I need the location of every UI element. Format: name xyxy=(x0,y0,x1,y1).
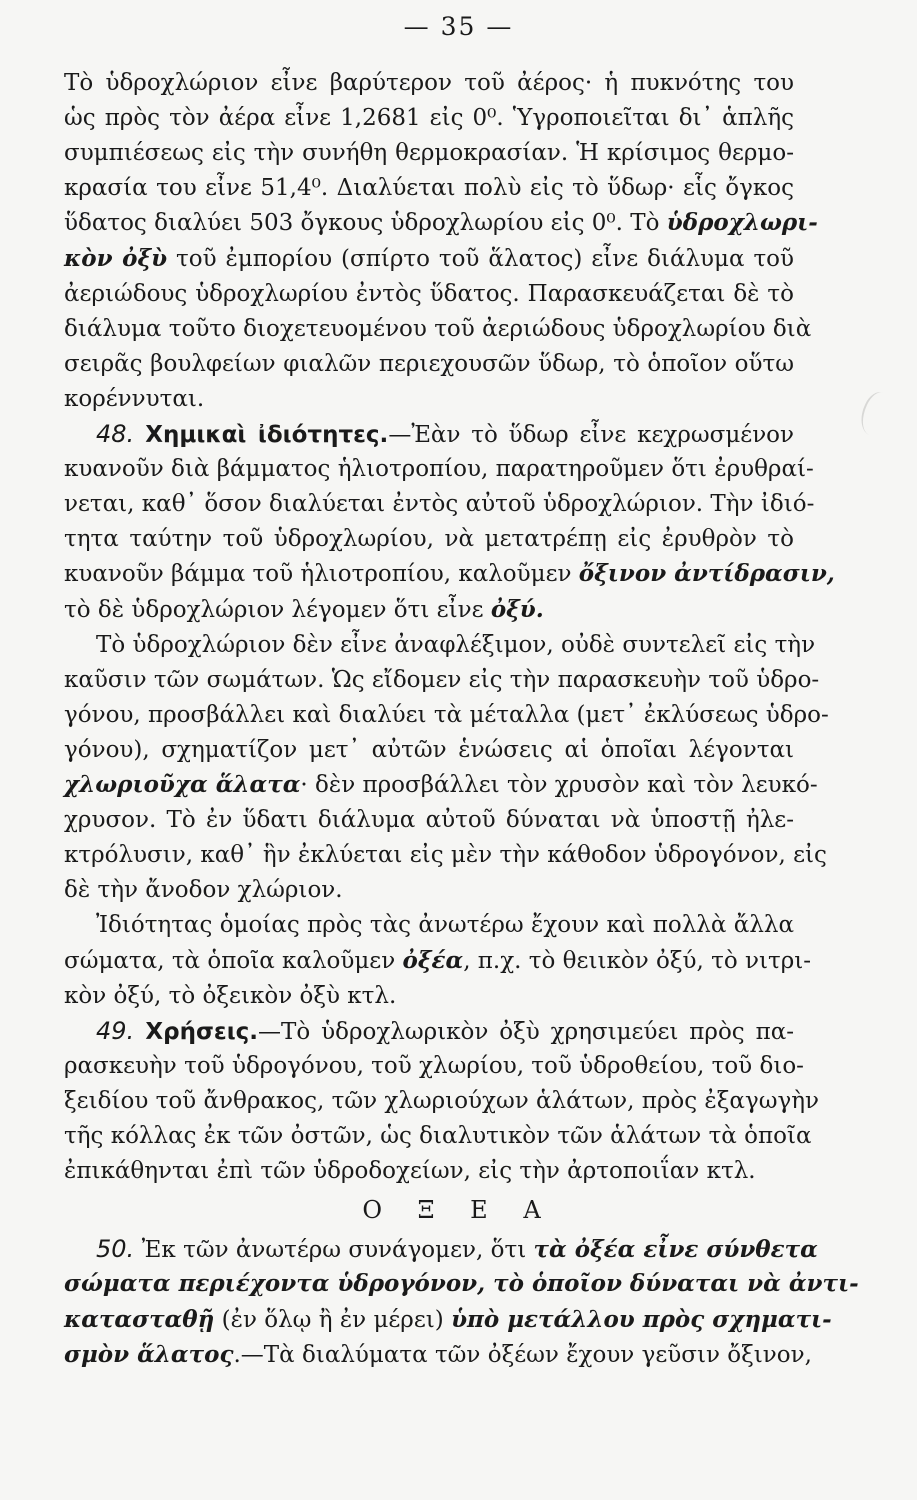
text-segment: ἐπικάθηνται ἐπὶ τῶν ὑδροδοχείων, εἰς τὴν ἀρτοποιΐαν κτλ. xyxy=(64,1158,756,1185)
section-number: 49. xyxy=(96,1016,146,1045)
text-segment: ὕδατος διαλύει 503 ὄγκους ὑδροχλωρίου εἰς 0⁰. Τὸ xyxy=(64,210,667,237)
text-line xyxy=(64,454,814,484)
text-line xyxy=(64,208,818,238)
text-segment: κὸν ὀξύ, τὸ ὀξεικὸν ὀξὺ κτλ. xyxy=(64,982,397,1009)
text-segment: σειρᾶς βουλφείων φιαλῶν περιεχουσῶν ὕδωρ, τὸ ὁποῖον οὕτω xyxy=(64,350,794,377)
emphasis-term: σώματα περιέχοντα ὑδρογόνον, τὸ ὁποῖον δύναται νὰ ἀντι- xyxy=(64,1270,859,1298)
text-segment: ρασκευὴν τοῦ ὑδρογόνου, τοῦ χλωρίου, τοῦ ὑδροθείου, τοῦ διο- xyxy=(64,1052,804,1079)
text-segment: —Τὸ ὑδροχλωρικὸν ὀξὺ χρησιμεύει πρὸς πα- xyxy=(258,1018,794,1045)
text-line xyxy=(64,1340,812,1370)
text-segment: γόνου), σχηματίζον μετ᾿ αὐτῶν ἑνώσεις αἱ ὁποῖαι λέγονται xyxy=(64,736,794,763)
text-line xyxy=(64,770,818,800)
emphasis-term: ὄξινον ἀντίδρασιν, xyxy=(578,560,835,588)
text-line xyxy=(96,630,816,660)
text-line xyxy=(64,68,794,98)
text-segment: —Ἐὰν τὸ ὕδωρ εἶνε κεχρωσμένον xyxy=(388,422,795,448)
text-line xyxy=(64,805,794,835)
text-segment: ὡς πρὸς τὸν ἀέρα εἶνε 1,2681 εἰς 0⁰. Ὑγροποιεῖται δι᾿ ἁπλῆς xyxy=(64,105,794,132)
text-segment: δὲ τὴν ἄνοδον χλώριον. xyxy=(64,877,343,904)
text-line xyxy=(64,875,794,905)
text-segment: κορέννυται. xyxy=(64,385,205,412)
text-segment: γόνου, προσβάλλει καὶ διαλύει τὰ μέταλλα (μετ᾿ ἐκλύσεως ὑδρο- xyxy=(64,701,829,728)
text-segment: χρυσον. Τὸ ἐν ὕδατι διάλυμα αὐτοῦ δύναται νὰ ὑποστῇ ἠλε- xyxy=(64,807,794,834)
text-segment: κυανοῦν διὰ βάμματος ἡλιοτροπίου, παρατηροῦμεν ὅτι ἐρυθραί- xyxy=(64,456,814,483)
text-line xyxy=(64,384,794,414)
text-segment: Τὸ ὑδροχλώριον εἶνε βαρύτερον τοῦ ἀέρος· ἡ πυκνότης του xyxy=(64,70,794,96)
text-line xyxy=(64,349,794,379)
pencil-mark xyxy=(854,388,898,440)
text-line xyxy=(64,279,794,309)
text-segment: τοῦ ἐμπορίου (σπίρτο τοῦ ἅλατος) εἶνε διάλυμα τοῦ xyxy=(167,245,794,272)
emphasis-term: ὀξύ. xyxy=(490,595,544,623)
text-line xyxy=(96,1234,818,1265)
emphasis-term: κατασταθῇ xyxy=(64,1305,215,1333)
text-segment: · δὲν προσβάλλει τὸν χρυσὸν καὶ τὸν λευκό- xyxy=(300,772,818,798)
text-line xyxy=(64,1051,804,1081)
text-segment: καῦσιν τῶν σωμάτων. Ὡς εἴδομεν εἰς τὴν παρασκευὴν τοῦ ὑδρο- xyxy=(64,666,820,693)
text-line xyxy=(64,840,827,870)
text-segment: κρασία του εἶνε 51,4⁰. Διαλύεται πολὺ εἰς τὸ ὕδωρ· εἷς ὄγκος xyxy=(64,175,794,202)
text-line xyxy=(64,314,812,344)
text-segment: τῆς κόλλας ἐκ τῶν ὀστῶν, ὡς διαλυτικὸν τῶν ἁλάτων τὰ ὁποῖα xyxy=(64,1123,812,1149)
text-line xyxy=(64,946,812,976)
text-segment: τητα ταύτην τοῦ ὑδροχλωρίου, νὰ μετατρέπῃ εἰς ἐρυθρὸν τὸ xyxy=(64,526,794,553)
text-line xyxy=(64,524,794,554)
emphasis-term: ὑπὸ μετάλλου πρὸς σχηματι- xyxy=(451,1305,832,1333)
emphasis-term: σμὸν ἅλατος xyxy=(64,1340,234,1368)
text-line xyxy=(64,595,794,625)
emphasis-term: ὀξέα xyxy=(402,946,464,974)
emphasis-term: τὰ ὀξέα εἶνε σύνθετα xyxy=(533,1236,818,1264)
text-line xyxy=(64,1086,819,1116)
text-line xyxy=(64,735,794,765)
text-line xyxy=(64,1156,794,1186)
text-segment: Ἰδιότητας ὁμοίας πρὸς τὰς ἀνωτέρω ἔχουν καὶ πολλὰ ἄλλα xyxy=(96,912,794,939)
text-segment: σώματα, τὰ ὁποῖα καλοῦμεν xyxy=(64,947,403,974)
text-segment: Ο Ξ Ε Α xyxy=(362,1196,555,1225)
section-heading: Χρήσεις. xyxy=(145,1018,259,1045)
text-line xyxy=(64,1305,832,1335)
text-line xyxy=(96,910,794,940)
text-line xyxy=(64,173,794,203)
text-segment: Ἐκ τῶν ἀνωτέρω συνάγομεν, ὅτι xyxy=(141,1237,534,1264)
text-segment: .—Τὰ διαλύματα τῶν ὀξέων ἔχουν γεῦσιν ὄξινον, xyxy=(233,1341,812,1368)
text-line xyxy=(64,138,794,168)
text-segment: ἀεριώδους ὑδροχλωρίου ἐντὸς ὕδατος. Παρασκευάζεται δὲ τὸ xyxy=(64,280,794,307)
emphasis-term: κὸν ὀξὺ xyxy=(64,244,168,272)
text-line xyxy=(64,244,794,274)
page-number: — 35 — xyxy=(403,12,514,41)
text-segment: Τὸ ὑδροχλώριον δὲν εἶνε ἀναφλέξιμον, οὐδὲ συντελεῖ εἰς τὴν xyxy=(96,631,816,658)
text-line xyxy=(64,700,829,730)
text-line xyxy=(64,103,794,133)
text-segment: (ἐν ὅλῳ ἢ ἐν μέρει) xyxy=(214,1306,452,1333)
emphasis-term: χλωριοῦχα ἅλατα xyxy=(64,771,301,798)
text-segment: διάλυμα τοῦτο διοχετευομένου τοῦ ἀεριώδους ὑδροχλωρίου διὰ xyxy=(64,315,812,342)
text-line xyxy=(64,1269,859,1299)
text-line xyxy=(96,1016,794,1047)
text-line xyxy=(64,1121,812,1151)
text-segment: κτρόλυσιν, καθ᾿ ἣν ἐκλύεται εἰς μὲν τὴν κάθοδον ὑδρογόνον, εἰς xyxy=(64,842,827,869)
text-segment: τὸ δὲ ὑδροχλώριον λέγομεν ὅτι εἶνε xyxy=(64,596,491,623)
text-line xyxy=(64,489,815,519)
section-heading: Χημικαὶ ἰδιότητες. xyxy=(145,422,389,448)
section-number: 50. xyxy=(96,1235,142,1264)
text-line xyxy=(0,1195,917,1225)
text-segment: ξειδίου τοῦ ἄνθρακος, τῶν χλωριούχων ἁλάτων, πρὸς ἐξαγωγὴν xyxy=(64,1087,819,1114)
text-line xyxy=(64,559,835,589)
section-number: 48. xyxy=(96,420,146,448)
text-segment: κυανοῦν βάμμα τοῦ ἡλιοτροπίου, καλοῦμεν xyxy=(64,561,579,588)
text-line xyxy=(96,419,794,450)
text-segment: συμπιέσεως εἰς τὴν συνήθη θερμοκρασίαν. Ἡ κρίσιμος θερμο- xyxy=(64,140,794,167)
text-line xyxy=(64,981,794,1011)
text-line xyxy=(64,665,820,695)
emphasis-term: ὑδροχλωρι- xyxy=(666,209,818,237)
text-segment: , π.χ. τὸ θειικὸν ὀξύ, τὸ νιτρι- xyxy=(463,947,812,974)
text-segment: νεται, καθ᾿ ὅσον διαλύεται ἐντὸς αὐτοῦ ὑδροχλώριον. Τὴν ἰδιό- xyxy=(64,491,815,518)
